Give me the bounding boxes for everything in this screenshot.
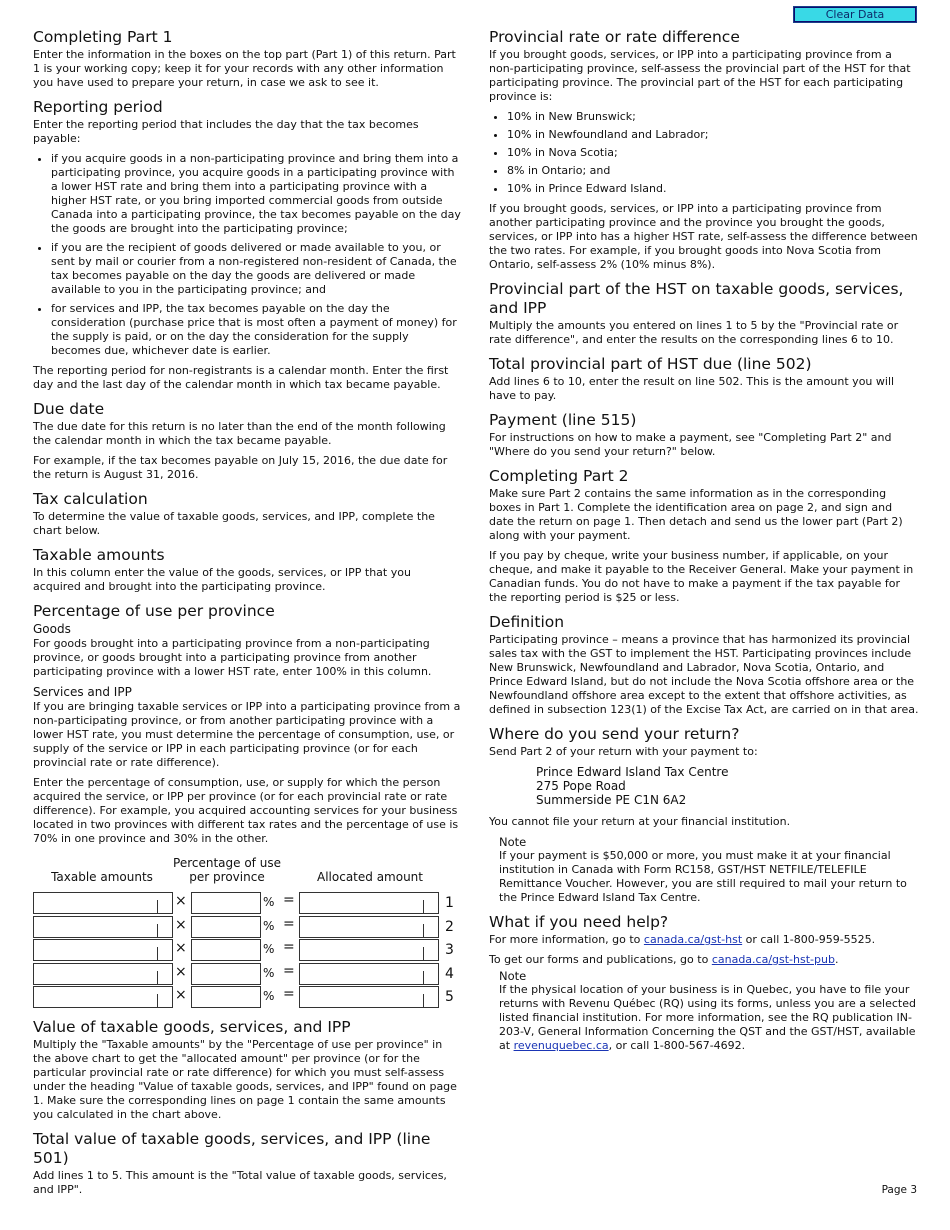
section-payment	[489, 411, 919, 459]
heading-send-return: Where do you send your return?	[489, 725, 740, 743]
section-send-return	[489, 725, 919, 905]
text-send-intro: Send Part 2 of your return with your payment to:	[489, 745, 758, 758]
subheading-goods: Goods	[33, 622, 71, 636]
allocated-amount-input-4[interactable]	[299, 963, 439, 985]
equals-sign: =	[283, 892, 295, 908]
text-due-date-2: For example, if the tax becomes payable on July 15, 2016, the due date for the return is August 31, 2016.	[33, 454, 448, 481]
section-total-provincial	[489, 355, 919, 403]
note-quebec	[499, 969, 919, 1053]
note-payment	[499, 835, 919, 905]
taxable-amount-input-3[interactable]	[33, 939, 173, 961]
section-due-date	[33, 400, 461, 482]
times-sign: ×	[175, 963, 187, 980]
list-item: • for services and IPP, the tax becomes payable on the day the consideration (purchase price that is most often a payment of money) for the supply is paid, or on the day the consideration for the supply becomes due, whichever date is earlier.	[51, 302, 461, 358]
list-item: • 10% in New Brunswick;	[507, 110, 919, 124]
address-line: 275 Pope Road	[536, 779, 626, 793]
text-tax-calculation: To determine the value of taxable goods, services, and IPP, complete the chart below.	[33, 510, 435, 537]
allocated-amount-input-1[interactable]	[299, 892, 439, 914]
mailing-address	[536, 765, 919, 807]
text-due-date-1: The due date for this return is no later than the end of the month following the calendar month in which the tax became payable.	[33, 420, 446, 447]
left-column	[33, 28, 461, 1205]
text-send-after: You cannot file your return at your financial institution.	[489, 815, 791, 828]
chart-header-allocated: Allocated amount	[317, 870, 423, 884]
list-item: • 10% in Nova Scotia;	[507, 146, 919, 160]
heading-provincial-part: Provincial part of the HST on taxable goods, services, and IPP	[489, 280, 904, 317]
help-1-pre: For more information, go to	[489, 933, 644, 946]
heading-due-date: Due date	[33, 400, 105, 418]
taxable-amount-input-4[interactable]	[33, 963, 173, 985]
section-completing-part1	[33, 28, 461, 90]
section-help	[489, 913, 919, 1053]
heading-payment: Payment (line 515)	[489, 411, 637, 429]
times-sign: ×	[175, 893, 187, 909]
page-number: Page 3	[881, 1184, 917, 1196]
list-item: • if you are the recipient of goods delivered or made available to you, or sent by mail or courier from a non-registered non-resident of Canada, the tax becomes payable on the day the goods are delivered or made available to you in the participating province; and	[51, 241, 461, 297]
calculation-chart	[33, 852, 461, 1012]
list-item: • 10% in Newfoundland and Labrador;	[507, 128, 919, 142]
help-2-pre: To get our forms and publications, go to	[489, 953, 712, 966]
subheading-services: Services and IPP	[33, 685, 132, 699]
text-total-value: Add lines 1 to 5. This amount is the "Total value of taxable goods, services, and IPP".	[33, 1169, 447, 1196]
divider	[423, 947, 424, 960]
heading-help: What if you need help?	[489, 913, 669, 931]
divider	[157, 900, 158, 913]
section-reporting-period	[33, 98, 461, 392]
percent-sign: %	[263, 965, 275, 980]
section-definition	[489, 613, 919, 717]
heading-completing-part2: Completing Part 2	[489, 467, 629, 485]
divider	[423, 994, 424, 1007]
equals-sign: =	[283, 962, 295, 979]
taxable-amount-input-1[interactable]	[33, 892, 173, 914]
note-title: Note	[499, 969, 527, 983]
times-sign: ×	[175, 916, 187, 933]
percentage-input-4[interactable]	[191, 963, 261, 985]
heading-taxable-amounts: Taxable amounts	[33, 546, 165, 564]
list-item: • if you acquire goods in a non-participating province and bring them into a participating province, you acquire goods in a participating province with a lower HST rate and bring them into a participating province with a higher HST rate, or you bring imported commercial goods from outside Canada into a participating province, the tax becomes payable on the day the goods are brought into the participating province;	[51, 152, 461, 236]
divider	[157, 994, 158, 1007]
note-quebec-text: If the physical location of your business is in Quebec, you have to file your returns with Revenu Québec (RQ) using its forms, unless you are a selected listed financial institution. For more information, see the RQ publication IN-203-V, General Information Concerning the QST and the GST/HST, available at	[499, 983, 916, 1052]
heading-definition: Definition	[489, 613, 565, 631]
text-reporting-intro: Enter the reporting period that includes the day that the tax becomes payable:	[33, 118, 419, 145]
list-item: • 8% in Ontario; and	[507, 164, 919, 178]
note-title: Note	[499, 835, 527, 849]
divider	[157, 971, 158, 984]
equals-sign: =	[283, 915, 295, 932]
heading-total-provincial: Total provincial part of HST due (line 502)	[489, 355, 812, 373]
chart-header-percentage: Percentage of use per province	[173, 856, 281, 884]
taxable-amount-input-2[interactable]	[33, 916, 173, 938]
list-item: • 10% in Prince Edward Island.	[507, 182, 919, 196]
divider	[157, 924, 158, 937]
rates-list	[489, 110, 919, 196]
text-provincial-intro: If you brought goods, services, or IPP into a participating province from a non-participating province, self-assess the provincial part of the HST for that participating province. The provincial part of the HST for each participating province is:	[489, 48, 911, 103]
times-sign: ×	[175, 987, 187, 1003]
text-payment: For instructions on how to make a payment, see "Completing Part 2" and "Where do you send your return?" below.	[489, 431, 892, 458]
section-total-value	[33, 1130, 461, 1197]
text-help-1	[489, 933, 919, 947]
text-services: If you are bringing taxable services or IPP into a participating province from a non-participating province, or from another participating province with a lower HST rate, you must determine the percentage of consumption, use, or supply of the service or IPP in each participating province (or for each provincial rate or rate difference).	[33, 700, 461, 769]
divider	[423, 900, 424, 913]
address-line: Summerside PE C1N 6A2	[536, 793, 687, 807]
text-provincial-outro: If you brought goods, services, or IPP into a participating province from another participating province and the province you brought the goods, services, or IPP into has a higher HST rate, self-assess the difference between the two rates. For example, if you brought goods into Nova Scotia from Ontario, self-assess 2% (10% minus 8%).	[489, 202, 918, 271]
text-reporting-outro: The reporting period for non-registrants is a calendar month. Enter the first day and the last day of the calendar month in which tax became payable.	[33, 364, 449, 391]
link-gst-hst[interactable]: canada.ca/gst-hst	[643, 933, 743, 946]
line-number-5: 5	[445, 989, 454, 1005]
address-line: Prince Edward Island Tax Centre	[536, 765, 729, 779]
text-goods: For goods brought into a participating province from a non-participating province, or goods brought into a participating province from another participating province with a lower HST rate, enter 100% in this column.	[33, 637, 432, 678]
text-help-2	[489, 953, 919, 967]
section-taxable-amounts	[33, 546, 461, 594]
text-value-taxable: Multiply the "Taxable amounts" by the "Percentage of use per province" in the above chart to get the "allocated amount" per province (or for the particular provincial rate or rate difference) for which you must self-assess under the heading "Value of taxable goods, services, and IPP" found on page 1. Make sure the corresponding lines on page 1 contain the same amounts you calculated in the chart above.	[33, 1038, 457, 1121]
divider	[157, 947, 158, 960]
text-completing-part2-1: Make sure Part 2 contains the same information as in the corresponding boxes in Part 1. Complete the identification area on page 2, and sign and date the return on page 1. Then detach and send us the lower part (Part 2) along with your payment.	[489, 487, 903, 542]
help-1-post: or call 1-800-959-5525.	[742, 933, 876, 946]
text-taxable-amounts: In this column enter the value of the goods, services, or IPP that you acquired and brought into the participating province.	[33, 566, 411, 593]
percent-sign: %	[263, 989, 275, 1003]
text-definition: Participating province – means a province that has harmonized its provincial sales tax with the GST to implement the HST. Participating provinces include New Brunswick, Newfoundland and Labrador, Nova Scotia, Ontario, and Prince Edward Island, but do not include the Nova Scotia offshore area or the Newfoundland offshore area except to the extent that offshore activities, as defined in subsection 123(1) of the Excise Tax Act, are carried on in that area.	[489, 633, 919, 716]
section-tax-calculation	[33, 490, 461, 538]
line-number-4: 4	[445, 965, 454, 982]
allocated-amount-input-2[interactable]	[299, 916, 439, 938]
heading-completing-part1: Completing Part 1	[33, 28, 173, 46]
heading-total-value: Total value of taxable goods, services, and IPP (line 501)	[33, 1130, 431, 1167]
divider	[423, 924, 424, 937]
right-column	[489, 28, 919, 1061]
line-number-2: 2	[445, 918, 454, 935]
section-value-taxable	[33, 1018, 461, 1122]
note-text	[499, 983, 919, 1053]
heading-reporting-period: Reporting period	[33, 98, 163, 116]
taxable-amount-input-5[interactable]	[33, 986, 173, 1008]
link-revenuquebec[interactable]: revenuquebec.ca	[513, 1039, 609, 1052]
allocated-amount-input-3[interactable]	[299, 939, 439, 961]
note-quebec-post: , or call 1-800-567-4692.	[608, 1039, 746, 1052]
heading-tax-calculation: Tax calculation	[33, 490, 148, 508]
percentage-input-1[interactable]	[191, 892, 261, 914]
link-gst-hst-pub[interactable]: canada.ca/gst-hst-pub	[711, 953, 835, 966]
times-sign: ×	[175, 940, 187, 956]
line-number-1: 1	[445, 895, 454, 911]
percent-sign: %	[263, 895, 275, 909]
divider	[423, 971, 424, 984]
percent-sign: %	[263, 918, 275, 933]
help-2-post: .	[834, 953, 839, 966]
section-provincial-part	[489, 280, 919, 347]
section-provincial-rate	[489, 28, 919, 272]
allocated-amount-input-5[interactable]	[299, 986, 439, 1008]
heading-percentage-of-use: Percentage of use per province	[33, 602, 275, 620]
text-completing-part1: Enter the information in the boxes on the top part (Part 1) of this return. Part 1 is your working copy; keep it for your records with any other information you have used to prepare your return, in case we ask to see it.	[33, 48, 456, 89]
heading-value-taxable: Value of taxable goods, services, and IPP	[33, 1018, 351, 1036]
percent-sign: %	[263, 942, 275, 956]
percentage-input-2[interactable]	[191, 916, 261, 938]
text-total-provincial: Add lines 6 to 10, enter the result on line 502. This is the amount you will have to pay.	[489, 375, 895, 402]
equals-sign: =	[283, 986, 295, 1002]
text-provincial-part: Multiply the amounts you entered on lines 1 to 5 by the "Provincial rate or rate difference", and enter the results on the corresponding lines 6 to 10.	[489, 319, 899, 346]
percentage-input-5[interactable]	[191, 986, 261, 1008]
clear-data-button[interactable]: Clear Data	[793, 6, 917, 23]
percentage-input-3[interactable]	[191, 939, 261, 961]
reporting-bullets	[33, 152, 461, 358]
heading-provincial-rate: Provincial rate or rate difference	[489, 28, 740, 46]
equals-sign: =	[283, 939, 295, 955]
section-completing-part2	[489, 467, 919, 605]
chart-header-taxable: Taxable amounts	[51, 870, 153, 884]
text-completing-part2-2: If you pay by cheque, write your business number, if applicable, on your cheque, and make it payable to the Receiver General. Make your payment in Canadian funds. You do not have to make a payment if the tax payable for the reporting period is $25 or less.	[489, 549, 914, 604]
section-percentage-of-use	[33, 602, 461, 846]
text-services-2: Enter the percentage of consumption, use, or supply for which the person acquired the service, or IPP per province (or for each provincial rate or rate difference). For example, you acquired accounting services for your business located in two provinces with different tax rates and the percentage of use is 70% in one province and 30% in the other.	[33, 776, 459, 845]
line-number-3: 3	[445, 942, 454, 958]
note-text: If your payment is $50,000 or more, you must make it at your financial institution in Canada with Form RC158, GST/HST NETFILE/TELEFILE Remittance Voucher. However, you are still required to mail your return to the Prince Edward Island Tax Centre.	[499, 849, 907, 904]
